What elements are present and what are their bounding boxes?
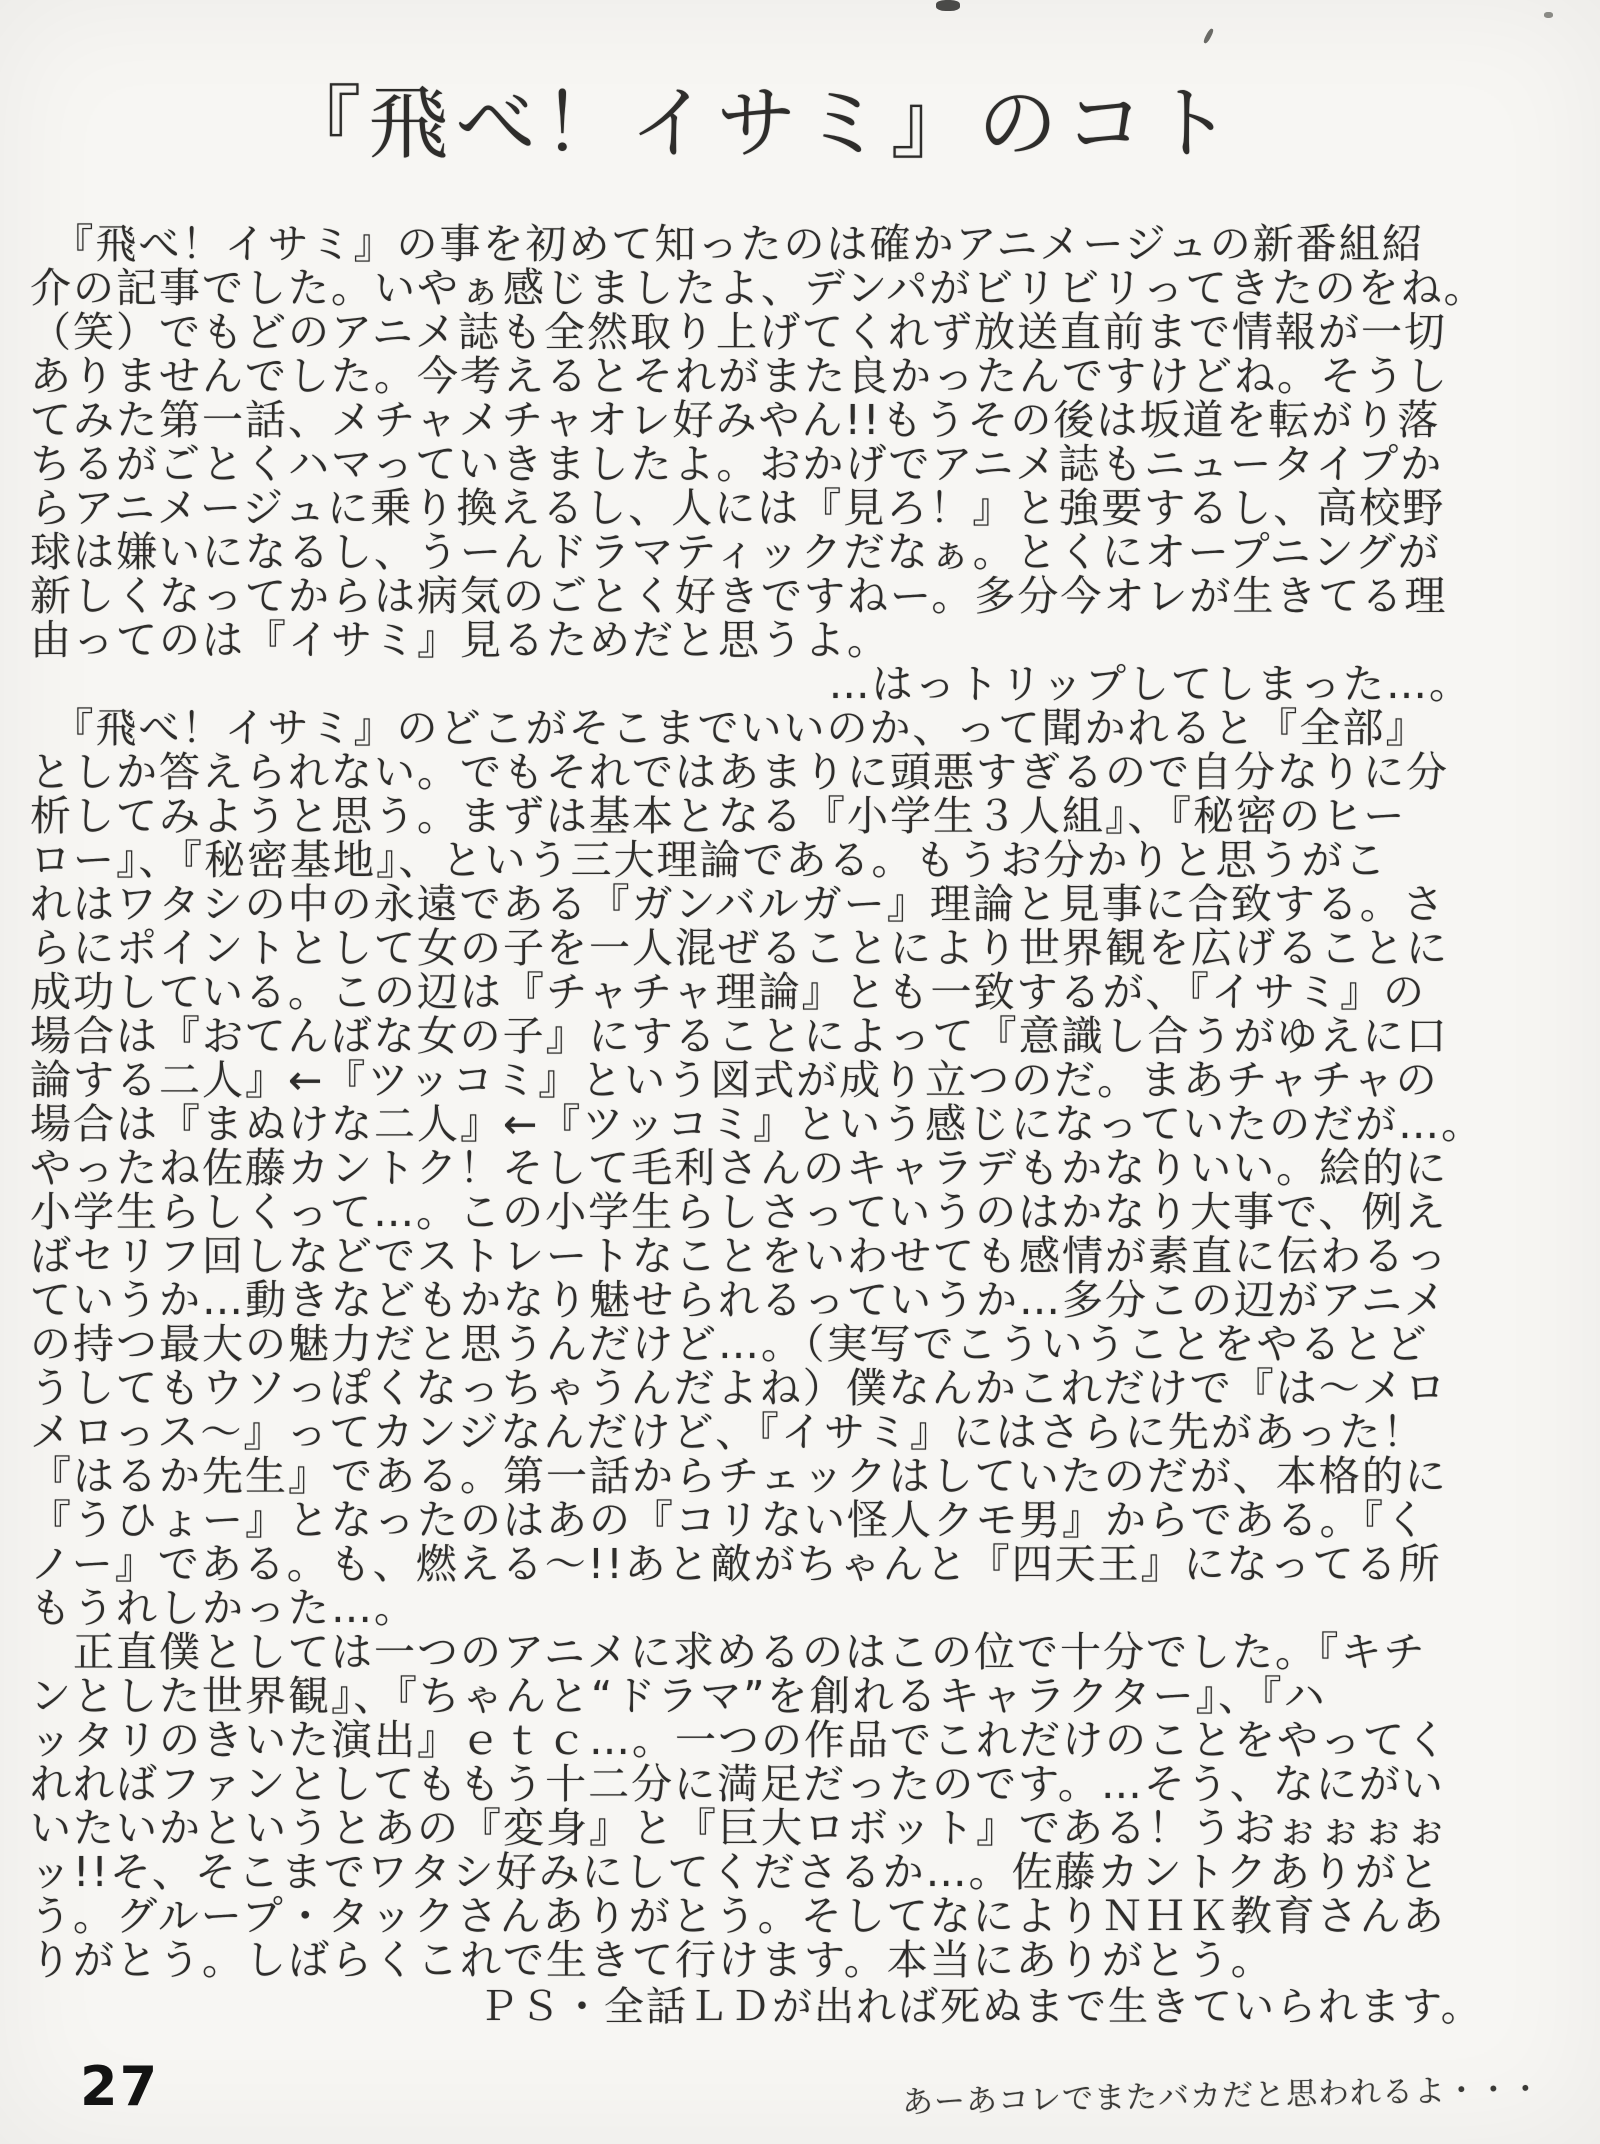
- text-line: ッ!!そ、そこまでワタシ好みにしてくださるか…。佐藤カントクありがと: [30, 1848, 1441, 1896]
- postscript-note: ＰＳ・全話ＬＤが出れば死ぬまで生きていられます。: [478, 1984, 1483, 2030]
- page-number: 27: [80, 2055, 160, 2118]
- text-line: 球は嫌いになるし、うーんドラマティックだなぁ。とくにオープニングが: [30, 528, 1441, 576]
- scan-artifact: [1544, 12, 1553, 18]
- text-line: やったね佐藤カントク！そして毛利さんのキャラデもかなりいい。絵的に: [30, 1144, 1449, 1192]
- text-line: 『飛べ！イサミ』の事を初めて知ったのは確かアニメージュの新番組紹: [30, 220, 1425, 268]
- text-line: 論する二人』←『ツッコミ』という図式が成り立つのだ。まあチャチャの: [30, 1056, 1439, 1104]
- text-line: ありませんでした。今考えるとそれがまた良かったんですけどね。そうし: [30, 352, 1449, 400]
- text-line: 新しくなってからは病気のごとく好きですねー。多分今オレが生きてる理: [30, 572, 1448, 620]
- text-line: 『うひょー』となったのはあの『コリない怪人クモ男』からである。『く: [30, 1496, 1429, 1544]
- text-line: 正直僕としては一つのアニメに求めるのはこの位で十分でした。『キチ: [30, 1628, 1427, 1676]
- text-line: （笑）でもどのアニメ誌も全然取り上げてくれず放送直前まで情報が一切: [30, 308, 1447, 356]
- text-line: 場合は『まぬけな二人』←『ツッコミ』という感じになっていたのだが…。: [30, 1100, 1485, 1148]
- text-line: もうれしかった…。: [30, 1584, 417, 1632]
- text-line: ッタリのきいた演出』ｅｔｃ…。一つの作品でこれだけのことをやってく: [30, 1716, 1449, 1764]
- text-line: ンとした世界観』、『ちゃんと“ドラマ”を創れるキャラクター』、『ハ: [30, 1672, 1327, 1720]
- text-line: 小学生らしくって…。この小学生らしさっていうのはかなり大事で、例え: [30, 1188, 1448, 1236]
- scan-artifact: [936, 0, 960, 11]
- text-line: 由ってのは『イサミ』見るためだと思うよ。: [30, 616, 890, 664]
- text-line: ていうか…動きなどもかなり魅せられるっていうか…多分この辺がアニメ: [30, 1276, 1447, 1324]
- article-body: [30, 222, 1500, 1982]
- text-line: ロー』、『秘密基地』、という三大理論である。もうお分かりと思うがこ: [30, 836, 1388, 884]
- page-title: 『飛べ！イサミ』のコト: [281, 77, 1239, 170]
- text-line: う。グループ・タックさんありがとう。そしてなによりＮＨＫ教育さんあ: [30, 1892, 1446, 1940]
- text-line: 『はるか先生』である。第一話からチェックはしていたのだが、本格的に: [30, 1452, 1448, 1500]
- text-line: ノー』である。も、燃える〜!!あと敵がちゃんと『四天王』になってる所: [30, 1540, 1442, 1588]
- text-line: 成功している。この辺は『チャチャ理論』とも一致するが、『イサミ』の: [30, 968, 1427, 1016]
- text-line: れはワタシの中の永遠である『ガンバルガー』理論と見事に合致する。さ: [30, 880, 1446, 928]
- text-line: ちるがごとくハマっていきましたよ。おかげでアニメ誌もニュータイプか: [30, 440, 1444, 488]
- text-line: としか答えられない。でもそれではあまりに頭悪すぎるので自分なりに分: [30, 748, 1449, 796]
- handwritten-note: あーあコレでまたバカだと思われるよ・・・: [901, 2071, 1543, 2121]
- text-line: りがとう。しばらくこれで生きて行けます。本当にありがとう。: [30, 1936, 1274, 1984]
- text-line: 場合は『おてんばな女の子』にすることによって『意識し合うがゆえに口: [30, 1012, 1449, 1060]
- text-line: らアニメージュに乗り換えるし、人には『見ろ！』と強要するし、高校野: [30, 484, 1446, 532]
- text-line: れればファンとしてももう十二分に満足だったのです。…そう、なにがい: [30, 1760, 1445, 1808]
- text-line: らにポイントとして女の子を一人混ぜることにより世界観を広げることに: [30, 924, 1449, 972]
- text-line: ばセリフ回しなどでストレートなことをいわせても感情が素直に伝わるっ: [30, 1232, 1449, 1280]
- text-line: 『飛べ！イサミ』のどこがそこまでいいのか、って聞かれると『全部』: [30, 704, 1429, 752]
- text-line: てみた第一話、メチャメチャオレ好みやん!!もうその後は坂道を転がり落: [30, 396, 1441, 444]
- text-line: …はっトリップしてしまった…。: [828, 660, 1472, 708]
- text-line: 析してみようと思う。まずは基本となる『小学生３人組』、『秘密のヒー: [30, 792, 1407, 840]
- text-line: の持つ最大の魅力だと思うんだけど…。（実写でこういうことをやるとど: [30, 1320, 1429, 1368]
- text-line: いたいかというとあの『変身』と『巨大ロボット』である！うおぉぉぉぉ: [30, 1804, 1449, 1852]
- scan-artifact: [1203, 28, 1215, 44]
- text-line: 介の記事でした。いやぁ感じましたよ、デンパがビリビリってきたのをね。: [30, 264, 1487, 312]
- text-line: メロっス〜』ってカンジなんだけど、『イサミ』にはさらに先があった！: [30, 1408, 1426, 1456]
- text-line: うしてもウソっぽくなっちゃうんだよね）僕なんかこれだけで『は〜メロ: [30, 1364, 1448, 1412]
